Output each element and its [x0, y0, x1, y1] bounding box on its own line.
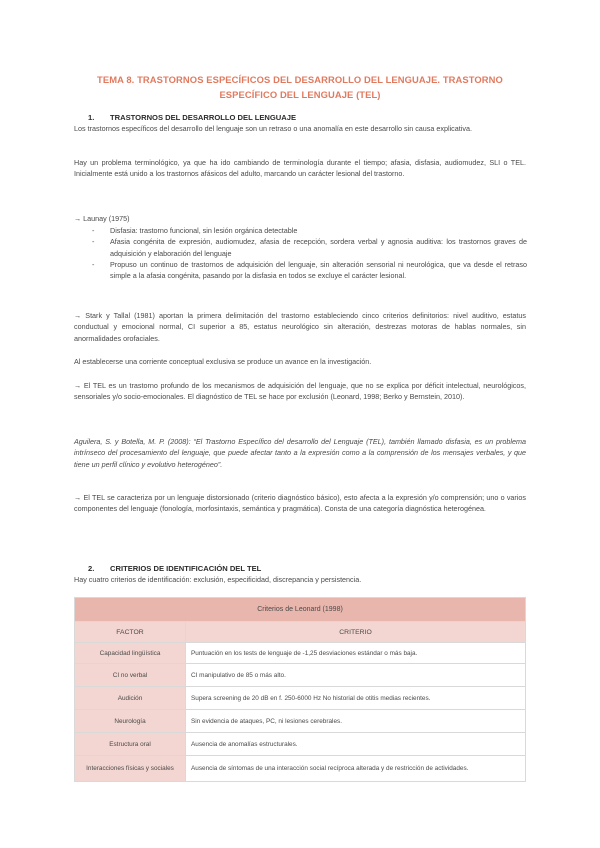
- criterio-cell: Ausencia de anomalías estructurales.: [186, 733, 526, 756]
- title-line-2: ESPECÍFICO DEL LENGUAJE (TEL): [219, 89, 381, 100]
- table-row: [75, 710, 526, 733]
- section-1-number: 1.: [88, 113, 95, 122]
- table-caption: Criterios de Leonard (1998): [75, 598, 526, 622]
- paragraph-research: Al establecerse una corriente conceptual exclusiva se produce un avance en la investigación.: [74, 357, 372, 366]
- table-row: [75, 643, 526, 664]
- leonard-criteria-table: [74, 597, 526, 782]
- title-line-1: TEMA 8. TRASTORNOS ESPECÍFICOS DEL DESARROLLO DEL LENGUAJE. TRASTORNO: [97, 74, 503, 85]
- column-header-criterio: CRITERIO: [186, 622, 526, 643]
- paragraph-definition: Los trastornos específicos del desarrollo del lenguaje son un retraso o una anomalía en este desarrollo sin causa explicativa.: [74, 124, 472, 133]
- paragraph-criteria-intro: Hay cuatro criterios de identificación: exclusión, especificidad, discrepancia y persistencia.: [74, 575, 362, 584]
- criterio-cell: Supera screening de 20 dB en f. 250-6000 Hz No historial de otitis medias recientes.: [186, 687, 526, 710]
- table-caption-row: [75, 598, 526, 622]
- table-row: [75, 733, 526, 756]
- factor-cell: CI no verbal: [75, 664, 186, 687]
- factor-cell: Capacidad lingüística: [75, 643, 186, 664]
- launay-label: → Launay (1975): [74, 214, 130, 223]
- section-1-title: TRASTORNOS DEL DESARROLLO DEL LENGUAJE: [110, 113, 297, 122]
- paragraph-stark-tallal: → Stark y Tallal (1981) aportan la primera delimitación del trastorno estableciendo cinco criterios definitorios: nivel auditivo, estatus conductual y emocional normal, CI superior a 85, estatus neurológico sin alteración, destrezas motoras de hablas normales, sin anormalidades orofaciales.: [74, 311, 526, 343]
- criterio-cell: CI manipulativo de 85 o más alto.: [186, 664, 526, 687]
- paragraph-aguilera-quote: Aguilera, S. y Botella, M. P. (2008): “El Trastorno Específico del desarrollo del Lenguaje (TEL), también llamado disfasia, es un problema intrínseco del procesamiento del lenguaje, que puede afectar tanto a la expresión como a la comprensión de los mensajes verbales, y que tiene un perfil clínico y evolutivo heterogéneo”.: [74, 437, 526, 469]
- table-row: [75, 756, 526, 782]
- list-item: - Propuso un continuo de trastornos de adquisición del lenguaje, sin alteración sensorial ni neurológica, que va desde el retraso simple a la afasia congénita, pasando por la disfasia en todos se excluye el carácter lesional.: [92, 259, 527, 282]
- criterio-cell: Puntuación en los tests de lenguaje de -1,25 desviaciones estándar o más baja.: [186, 643, 526, 664]
- paragraph-tel-definition: → El TEL es un trastorno profundo de los mecanismos de adquisición del lenguaje, que no se explica por déficit intelectual, neurológicos, sensoriales y/o socio-emocionales. El diagnóstico de TEL se hace por exclusión (Leonard, 1998; Berko y Bernstein, 2010).: [74, 381, 526, 402]
- paragraph-tel-characteristics: → El TEL se caracteriza por un lenguaje distorsionado (criterio diagnóstico básico), esto afecta a la expresión y/o comprensión; uno o varios componentes del lenguaje (fonología, morfosintaxis, semántica y pragmática). Consta de una categoría diagnóstica heterogénea.: [74, 493, 526, 514]
- factor-cell: Neurología: [75, 710, 186, 733]
- launay-list: [92, 225, 527, 281]
- section-2-title: CRITERIOS DE IDENTIFICACIÓN DEL TEL: [110, 564, 262, 573]
- factor-cell: Audición: [75, 687, 186, 710]
- criterio-cell: Ausencia de síntomas de una interacción social recíproca alterada y de restricción de actividades.: [186, 756, 526, 782]
- factor-cell: Estructura oral: [75, 733, 186, 756]
- section-2-number: 2.: [88, 564, 95, 573]
- page-title: [60, 72, 540, 102]
- section-2-heading: [74, 564, 261, 573]
- paragraph-terminology: Hay un problema terminológico, ya que ha ido cambiando de terminología durante el tiempo; afasia, disfasia, audiomudez, SLI o TEL. Inicialmente está unido a los trastornos afásicos del adulto, marcando un carácter lesional del trastorno.: [74, 158, 526, 179]
- list-item: - Disfasia: trastorno funcional, sin lesión orgánica detectable: [92, 225, 527, 236]
- list-item: - Afasia congénita de expresión, audiomudez, afasia de recepción, sordera verbal y agnosia auditiva: los trastornos graves de adquisición y elaboración del lenguaje: [92, 236, 527, 259]
- section-1-heading: [74, 113, 296, 122]
- column-header-factor: FACTOR: [75, 622, 186, 643]
- table-row: [75, 687, 526, 710]
- factor-cell: Interacciones físicas y sociales: [75, 756, 186, 782]
- table-header-row: [75, 622, 526, 643]
- table-row: [75, 664, 526, 687]
- criterio-cell: Sin evidencia de ataques, PC, ni lesiones cerebrales.: [186, 710, 526, 733]
